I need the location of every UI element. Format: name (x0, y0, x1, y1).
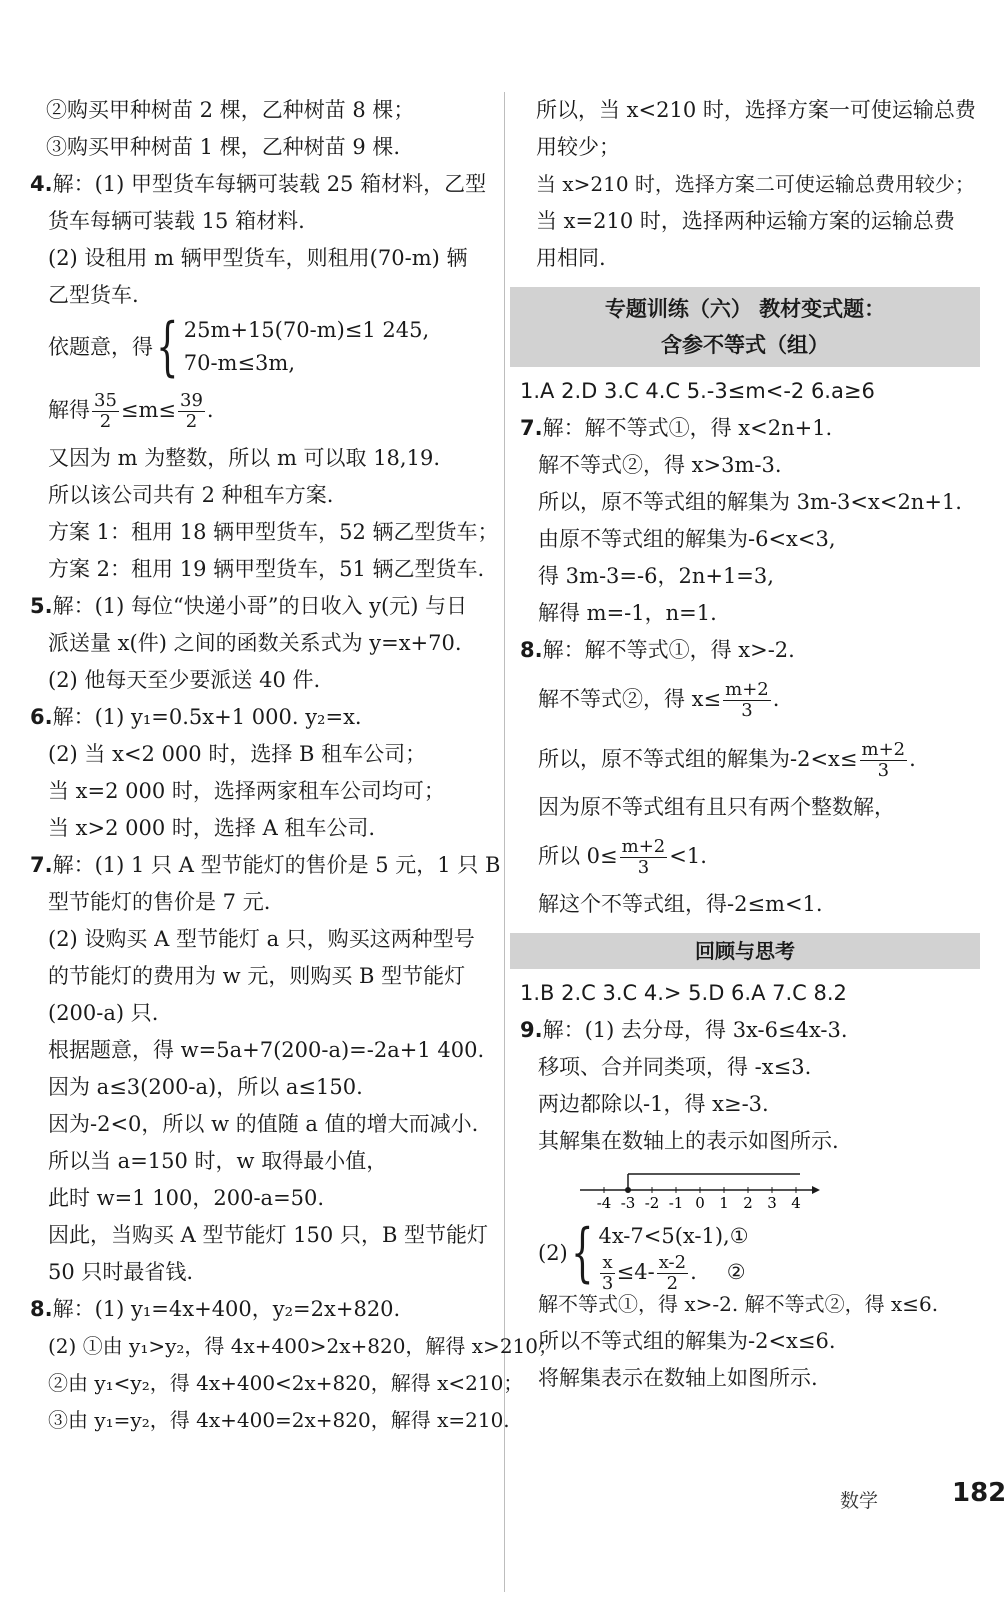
text-line: (2) 设购买 A 型节能灯 a 只，购买这两种型号 (48, 927, 475, 951)
fraction (723, 680, 771, 721)
text-line: 所以该公司共有 2 种租车方案. (48, 483, 334, 507)
text-line: 所以，当 x<210 时，选择方案一可使运输总费 (536, 98, 976, 122)
text-line: 所以，原不等式组的解集为 3m-3<x<2n+1. (538, 490, 962, 514)
text-line: 当 x>210 时，选择方案二可使运输总费用较少； (536, 172, 975, 196)
brace-symbol: { (570, 1216, 594, 1290)
numerator: m+2 (621, 836, 666, 857)
question-number: 4. (30, 172, 53, 196)
text-line: 的节能灯的费用为 w 元，则购买 B 型节能灯 (48, 964, 466, 988)
axis-tick-label: 4 (791, 1194, 801, 1212)
text-line: ②由 y₁<y₂，得 4x+400<2x+820，解得 x<210； (48, 1371, 524, 1395)
page-number: 182 (952, 1478, 1006, 1508)
text-line: (2) 他每天至少要派送 40 件. (48, 668, 321, 692)
text-line: 解：解不等式①，得 x>-2. (542, 638, 795, 662)
text-line: 解：(1) 去分母，得 3x-6≤4x-3. (542, 1018, 848, 1042)
numerator: 39 (180, 390, 203, 411)
brace-symbol: { (156, 310, 179, 384)
question-9 (520, 1012, 980, 1049)
text-fragment: 解不等式②，得 x≤ (538, 687, 722, 711)
text-line: 又因为 m 为整数，所以 m 可以取 18,19. (48, 446, 440, 470)
fraction-line: 所以，原不等式组的解集为-2<x≤ $\frac{m+2}{3}$ . (538, 739, 916, 781)
text-line: 将解集表示在数轴上如图所示. (538, 1366, 818, 1390)
numerator: x-2 (658, 1252, 687, 1273)
question-4 (30, 166, 490, 203)
text-line: 当 x>2 000 时，选择 A 租车公司. (48, 816, 376, 840)
text-line: 解：(1) 1 只 A 型节能灯的售价是 5 元，1 只 B (52, 853, 501, 877)
right-column (520, 92, 980, 1397)
text-line: 解：解不等式①，得 x<2n+1. (542, 416, 833, 440)
text-line: 两边都除以-1，得 x≥-3. (538, 1092, 769, 1116)
text-fragment: 解得 (48, 398, 90, 422)
text-fragment: 所以 0≤ (538, 844, 618, 868)
text-line: 用相同. (536, 246, 606, 270)
text-line: 得 3m-3=-6，2n+1=3, (538, 564, 774, 588)
text-line: 因为原不等式组有且只有两个整数解， (538, 795, 895, 819)
fraction (860, 740, 908, 781)
text-line: (2) 设租用 m 辆甲型货车，则租用(70-m) 辆 (48, 246, 468, 270)
fraction-line (520, 826, 980, 886)
denominator: 2 (99, 411, 112, 432)
numerator: 35 (94, 390, 117, 411)
text-line: 解：(1) 甲型货车每辆可装载 25 箱材料，乙型 (52, 172, 487, 196)
axis-tick-label: 2 (743, 1194, 753, 1212)
question-7 (520, 410, 980, 447)
text-line: 解：(1) y₁=0.5x+1 000. y₂=x. (52, 705, 362, 729)
system-line-2: $\frac{x}{3}$ ≤4- $\frac{x-2}{2}$ . ② (601, 1252, 746, 1294)
system-line-2: 70-m≤3m, (183, 351, 295, 375)
text-line: 型节能灯的售价是 7 元. (48, 890, 271, 914)
section-subtitle: 含参不等式（组） (661, 333, 829, 357)
text-fragment: ≤m≤ (120, 398, 177, 422)
axis-tick-label: 1 (719, 1194, 729, 1212)
text-fragment: 4x-7<5(x-1), (598, 1224, 730, 1248)
text-line: 因为 a≤3(200-a)，所以 a≤150. (48, 1075, 363, 1099)
section-title-box (510, 287, 980, 367)
text-line: 因此，当购买 A 型节能灯 150 只，B 型节能灯 (48, 1223, 489, 1247)
text-fragment: 所以，原不等式组的解集为-2<x≤ (538, 747, 858, 771)
text-line: 所以不等式组的解集为-2<x≤6. (538, 1329, 836, 1353)
axis-tick-label: 0 (695, 1194, 705, 1212)
question-6 (30, 699, 490, 736)
fraction (92, 391, 119, 432)
text-line: 解得 m=-1，n=1. (538, 601, 717, 625)
text-line: 解这个不等式组，得-2≤m<1. (538, 892, 823, 916)
question-number: 7. (30, 853, 53, 877)
axis-tick-label: -4 (596, 1194, 612, 1212)
system-prefix: 依题意，得 (48, 334, 153, 359)
inequality-system (520, 1216, 980, 1294)
denominator: 3 (877, 760, 890, 781)
numerator: m+2 (725, 679, 769, 700)
text-line: 移项、合并同类项，得 -x≤3. (538, 1055, 812, 1079)
question-5 (30, 588, 490, 625)
section-title: 专题训练（六） 教材变式题： (604, 297, 886, 321)
text-line: (2) 当 x<2 000 时，选择 B 租车公司； (48, 742, 427, 766)
text-line: 方案 2：租用 19 辆甲型货车，51 辆乙型货车. (48, 557, 485, 581)
question-number: 6. (30, 705, 53, 729)
system-line-1 (598, 1220, 748, 1253)
text-line: 乙型货车. (48, 283, 139, 307)
text-line: 当 x=210 时，选择两种运输方案的运输总费 (536, 209, 955, 233)
axis-tick-label: -3 (620, 1194, 636, 1212)
text-line: 根据题意，得 w=5a+7(200-a)=-2a+1 400. (48, 1038, 485, 1062)
text-line: ②购买甲种树苗 2 棵，乙种树苗 8 棵； (46, 98, 415, 122)
numerator: m+2 (861, 739, 906, 760)
text-line: 50 只时最省钱. (48, 1260, 194, 1284)
section-title: 回顾与思考 (695, 939, 795, 963)
denominator: 2 (185, 411, 198, 432)
denominator: 3 (741, 700, 753, 721)
text-line: 方案 1：租用 18 辆甲型货车，52 辆乙型货车； (48, 520, 499, 544)
answer-row: 1.B 2.C 3.C 4.> 5.D 6.A 7.C 8.2 (520, 981, 847, 1005)
circled-number: ① (729, 1224, 749, 1248)
page-subject-tag: 数学 (840, 1490, 879, 1512)
text-line: (200-a) 只. (48, 1001, 159, 1025)
question-number: 7. (520, 416, 543, 440)
text-line: 用较少； (536, 135, 620, 159)
system-line-1: 25m+15(70-m)≤1 245, (183, 318, 430, 342)
number-line (580, 1170, 820, 1210)
denominator: 3 (637, 857, 650, 878)
denominator: 2 (666, 1273, 679, 1294)
text-line: 因为-2<0，所以 w 的值随 a 值的增大而减小. (48, 1112, 479, 1136)
axis-tick-label: 3 (767, 1194, 777, 1212)
question-number: 5. (30, 594, 53, 618)
left-column (30, 92, 558, 1439)
part-label: (2) (538, 1240, 568, 1265)
axis-tick-label: -2 (644, 1194, 660, 1212)
section-title-box (510, 933, 980, 969)
text-line: 此时 w=1 100，200-a=50. (48, 1186, 325, 1210)
text-line: 其解集在数轴上的表示如图所示. (538, 1129, 839, 1153)
axis-arrow (812, 1186, 820, 1194)
text-line: ③由 y₁=y₂，得 4x+400=2x+820，解得 x=210. (48, 1408, 510, 1432)
fraction (620, 837, 668, 878)
text-line: 货车每辆可装载 15 箱材料. (48, 209, 305, 233)
numerator: x (602, 1252, 613, 1273)
text-line: 解不等式①，得 x>-2. 解不等式②，得 x≤6. (538, 1292, 939, 1316)
text-line: 由原不等式组的解集为-6<x<3, (538, 527, 836, 551)
answer-row: 1.A 2.D 3.C 4.C 5.-3≤m<-2 6.a≥6 (520, 379, 875, 403)
text-line: 解：(1) y₁=4x+400，y₂=2x+820. (52, 1297, 401, 1321)
text-line: ③购买甲种树苗 1 棵，乙种树苗 9 棵. (46, 135, 401, 159)
solution-line: 解得 $\frac{35}{2}$ ≤m≤ $\frac{39}{2}$ . (48, 390, 214, 432)
inequality-system (30, 310, 490, 384)
question-number: 8. (520, 638, 543, 662)
text-fragment: ≤4- (616, 1260, 655, 1284)
question-7 (30, 847, 501, 884)
axis-tick-label: -1 (668, 1194, 684, 1212)
text-line: (2) ①由 y₁>y₂，得 4x+400>2x+820，解得 x>210； (48, 1334, 558, 1358)
fraction-line: 解不等式②，得 x≤ $\frac{m+2}{3}$ . (538, 679, 780, 721)
question-8 (520, 632, 980, 669)
question-8 (30, 1291, 490, 1328)
question-number: 9. (520, 1018, 543, 1042)
circled-number: ② (726, 1260, 746, 1284)
fraction (178, 391, 205, 432)
text-line: 当 x=2 000 时，选择两家租车公司均可； (48, 779, 445, 803)
text-line: 解不等式②，得 x>3m-3. (538, 453, 782, 477)
text-line: 派送量 x(件) 之间的函数关系式为 y=x+70. (48, 631, 462, 655)
text-fragment: <1. (669, 844, 707, 868)
text-line: 解：(1) 每位“快递小哥”的日收入 y(元) 与日 (52, 594, 468, 618)
question-number: 8. (30, 1297, 53, 1321)
text-line: 所以当 a=150 时，w 取得最小值， (48, 1149, 388, 1173)
denominator: 3 (601, 1273, 614, 1294)
